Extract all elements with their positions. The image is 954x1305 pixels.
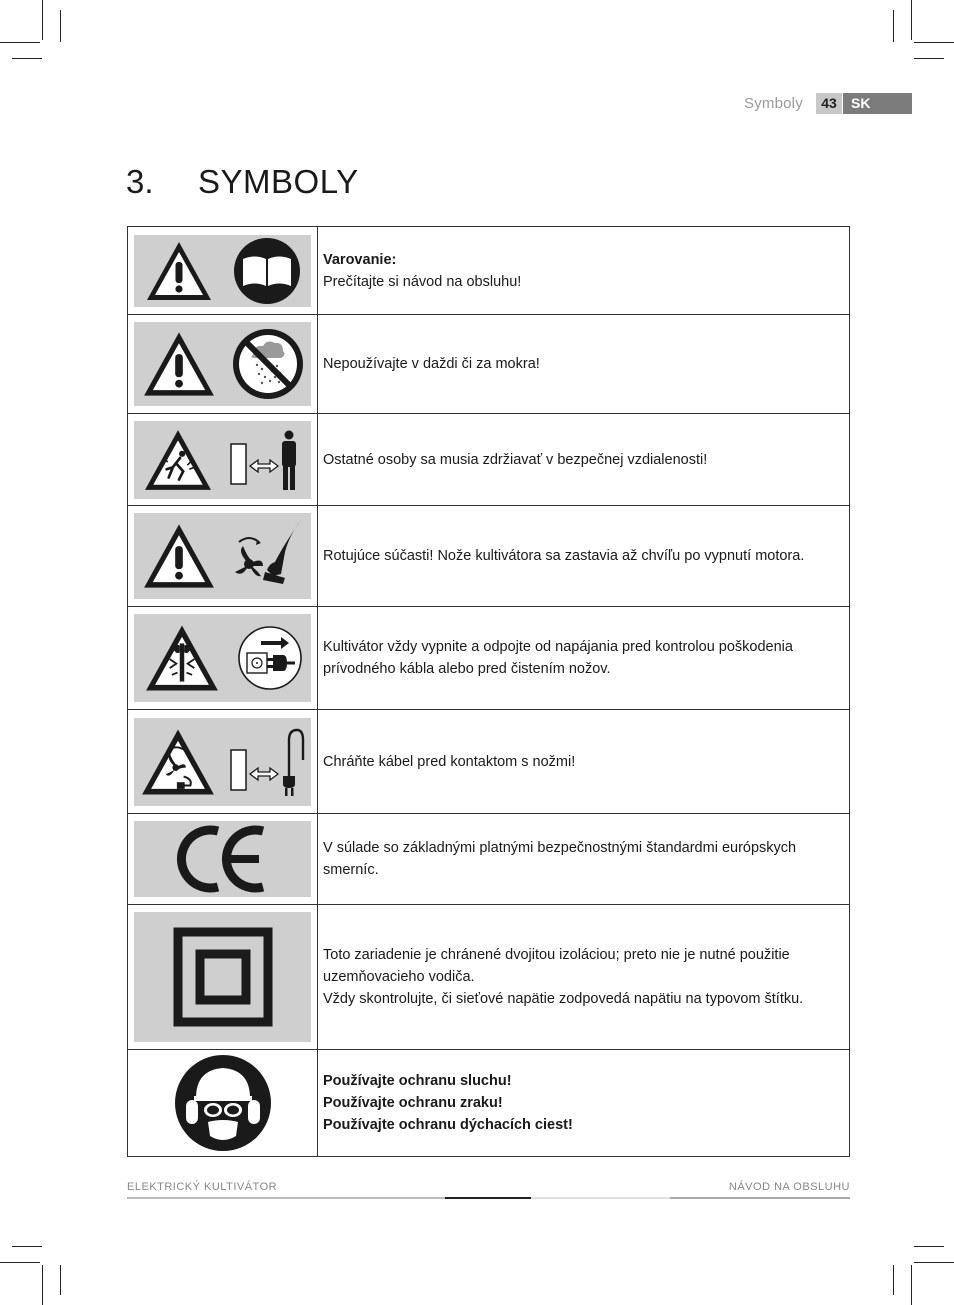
unplug-icon — [237, 625, 303, 691]
header-section-name: Symboly — [744, 95, 803, 112]
rotating-blades-icon — [229, 516, 305, 596]
crop-mark — [914, 58, 944, 59]
footer-rule — [127, 1197, 445, 1199]
ppe-icon — [174, 1054, 272, 1152]
crop-mark — [60, 10, 61, 42]
crop-mark — [12, 58, 42, 59]
crop-mark — [60, 1265, 61, 1295]
table-row — [128, 905, 850, 1050]
double-insulation-icon — [173, 927, 273, 1027]
footer-manual-name: NÁVOD NA OBSLUHU — [728, 1181, 850, 1193]
icon-cell — [128, 710, 318, 814]
table-row — [128, 506, 850, 607]
maintenance-hazard-icon — [142, 621, 222, 695]
icon-cell — [128, 814, 318, 905]
crop-mark — [914, 1246, 944, 1247]
description-cell — [318, 1050, 850, 1157]
row-text: Používajte ochranu dýchacích ciest! — [323, 1117, 573, 1133]
page-number: 43 — [816, 93, 842, 114]
footer-rule — [670, 1197, 850, 1199]
row-title: Varovanie: — [323, 251, 397, 268]
table-row — [128, 1050, 850, 1157]
safe-distance-icon — [227, 426, 305, 494]
symbols-table — [127, 226, 850, 1157]
row-text: Rotujúce súčasti! Nože kultivátora sa zastavia až chvíľu po vypnutí motora. — [323, 548, 805, 564]
crop-mark — [0, 42, 40, 43]
icon-cell — [128, 315, 318, 414]
crop-mark — [914, 42, 954, 43]
table-row — [128, 607, 850, 710]
crop-mark — [893, 1265, 894, 1295]
description-cell — [318, 315, 850, 414]
table-row — [128, 227, 850, 315]
row-text: Používajte ochranu zraku! — [323, 1095, 503, 1111]
warning-triangle-icon — [140, 328, 218, 400]
cable-distance-icon — [227, 726, 307, 798]
row-text: Vždy skontrolujte, či sieťové napätie zodpovedá napätiu na typovom štítku. — [323, 991, 804, 1007]
chapter-number: 3. — [126, 163, 154, 200]
warning-triangle-icon — [140, 520, 218, 592]
icon-cell — [128, 414, 318, 506]
row-text: Ostatné osoby sa musia zdržiavať v bezpečnej vzdialenosti! — [323, 451, 708, 468]
icon-cell — [128, 1050, 318, 1157]
description-cell — [318, 710, 850, 814]
ce-mark-icon — [173, 822, 273, 896]
crop-mark — [911, 1265, 912, 1305]
icon-cell — [128, 506, 318, 607]
language-tab: SK — [843, 93, 912, 114]
row-text: V súlade so základnými platnými bezpečnostnými štandardmi európskych smerníc. — [323, 840, 797, 878]
table-row — [128, 414, 850, 506]
crop-mark — [42, 1265, 43, 1305]
description-cell — [318, 607, 850, 710]
row-text: Kultivátor vždy vypnite a odpojte od napájania pred kontrolou poškodenia prívodného kábla alebo pred čistením nožov. — [323, 639, 793, 677]
row-text: Nepoužívajte v daždi či za mokra! — [323, 356, 540, 372]
row-text: Toto zariadenie je chránené dvojitou izoláciou; preto nie je nutné použitie uzemňovacieho vodiča. — [323, 947, 790, 985]
cable-blade-hazard-icon — [138, 725, 218, 799]
table-row — [128, 710, 850, 814]
row-text: Prečítajte si návod na obsluhu! — [323, 273, 522, 290]
description-cell — [318, 506, 850, 607]
crop-mark — [0, 1262, 40, 1263]
chapter-title: SYMBOLY — [198, 163, 359, 200]
footer-rule — [531, 1197, 670, 1199]
footer-product-name: ELEKTRICKÝ KULTIVÁTOR — [127, 1181, 278, 1193]
description-cell — [318, 414, 850, 506]
crop-mark — [42, 0, 43, 40]
description-cell — [318, 227, 850, 315]
crop-mark — [12, 1246, 42, 1247]
bystander-hazard-icon — [140, 426, 216, 494]
description-cell — [318, 905, 850, 1050]
row-text: Používajte ochranu sluchu! — [323, 1073, 512, 1089]
crop-mark — [914, 1262, 954, 1263]
no-rain-icon — [231, 327, 305, 401]
footer-rule — [445, 1197, 531, 1199]
icon-cell — [128, 227, 318, 315]
warning-triangle-icon — [144, 238, 214, 304]
description-cell — [318, 814, 850, 905]
icon-cell — [128, 905, 318, 1050]
icon-cell — [128, 607, 318, 710]
crop-mark — [911, 0, 912, 40]
row-text: Chráňte kábel pred kontaktom s nožmi! — [323, 753, 576, 770]
crop-mark — [893, 10, 894, 42]
table-row — [128, 315, 850, 414]
table-row — [128, 814, 850, 905]
read-manual-icon — [233, 237, 301, 305]
